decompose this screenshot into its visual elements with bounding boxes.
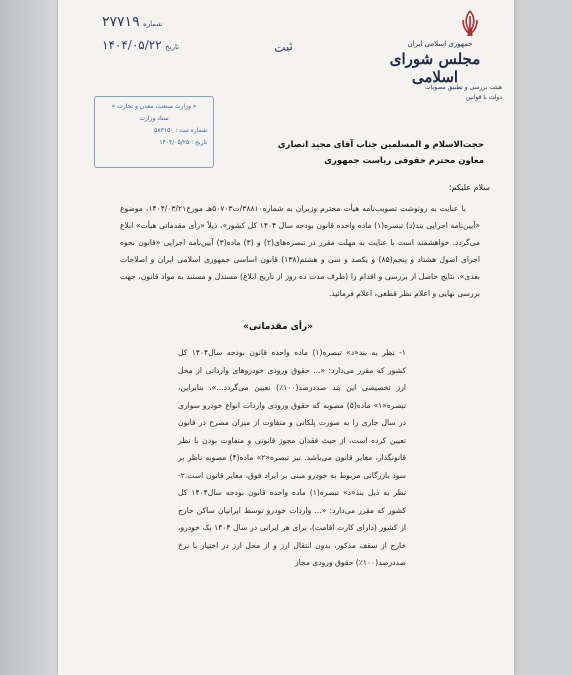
addressee-line2: معاون محترم حقوقی ریاست جمهوری	[324, 156, 484, 166]
stamp-line3: شماره ثبت : ۵۸۳۱۵۰	[154, 127, 207, 134]
handwritten-date: تاریخ ۱۴۰۴/۰۵/۲۲	[102, 38, 180, 52]
stamp-line2: ستاد وزارت	[139, 115, 169, 122]
scan-shadow	[0, 0, 58, 675]
addressee-line1: حجت‌الاسلام و المسلمین جناب آقای مجید انصاری	[277, 140, 484, 150]
signature-mark	[273, 39, 294, 55]
section-title: «رأی مقدماتی»	[243, 322, 313, 332]
date-value: ۱۴۰۴/۰۵/۲۲	[102, 38, 162, 52]
stamp-line4: تاریخ : ۱۴۰۴/۰۵/۲۵	[159, 139, 207, 146]
signature-text: ثبت	[273, 38, 294, 56]
intro-paragraph: با عنایت به رونوشت تصویب‌نامه هیأت محترم وزیران به شماره۳۸۸۱۰/ت۵۰۷۰۳هـ مورخ۱۴۰۴/۰۳/۲۱، موضوع «آیین‌نامه اجرایی بند(د) تبصره(۱) ماده واحده قانون بودجه سال ۱۴۰۴ کل کشور»، ذیلاً «رأی مقدماتی هیأت» ابلاغ می‌گردد. خواهشمند است با عنایت به مهلت مقرر در تبصره‌های(۲) و (۳) ماده(۳) آیین‌نامه اجرایی «قانون نحوه اجرای اصول هشتاد و پنجم(۸۵) و یکصد و سی و هشتم(۱۳۸) قانون اساسی جمهوری اسلامی ایران و اصلاحات بعدی»، نتایج حاصل از بررسی و اقدام را (ظرف مدت ده روز از تاریخ ابلاغ) مستدل و مستند به مواد قانون، جهت بررسی نهایی و اعلام نظر قطعی، اعلام فرمائید.	[120, 204, 480, 298]
handwritten-number: شماره ۲۷۷۱۹	[102, 14, 163, 30]
greeting: سلام علیکم؛	[448, 183, 490, 192]
board-line1: هیئت بررسی و تطبیق مصوبات	[425, 84, 502, 91]
section-paragraph: ۱- نظر به بند«د» تبصره(۱) ماده واحده قانون بودجه سال۱۴۰۴ کل کشور که مقرر می‌دارد: «... حقوق ورودی خودروهای وارداتی از محل ارز تخصیصی این بند صددرصد(۱۰۰٪) تعیین می‌گردد...»، بنابراین، تبصره«۱» ماده(۵) مصوبه که حقوق ورودی واردات انواع خودرو سواری در سال جاری را به صورت پلکانی و متفاوت از میزان مصرح در قانون تعیین کرده است، از حیث فقدان مجوز قانونی و متفاوت بودن با نظر قانونگذار، مغایر قانون می‌باشد. نیز تبصره«۲» ماده(۴) مصوبه ناظر بر سود بازرگانی مربوط به خودرو مبنی بر ایراد فوق، مغایر قانون است.۲- نظر به ذیل بند«د» تبصره(۱) ماده واحده قانون بودجه سال۱۴۰۴ کل کشور که مقرر می‌دارد: «... واردات خودرو توسط ایرانیان ساکن خارج از کشور (دارای کارت اقامت)، برای هر ایرانی در سال ۱۴۰۴ یک خودرو، خارج از سقف مذکور، بدون انتقال ارز و از محل ارز در اختیار با نرخ صددرصد(۱۰۰٪) حقوق ورودی مجاز	[178, 348, 407, 567]
parliament-name: مجلس شورای اسلامی	[389, 50, 481, 86]
stamp-line1: « وزارت صنعت، معدن و تجارت »	[111, 103, 197, 110]
iran-emblem-icon	[459, 10, 481, 38]
logo-title-small: جمهوری اسلامی ایران	[407, 40, 473, 48]
document-page	[58, 0, 514, 675]
board-line2: دولت با قوانین	[465, 94, 502, 101]
number-value: ۲۷۷۱۹	[102, 14, 140, 30]
